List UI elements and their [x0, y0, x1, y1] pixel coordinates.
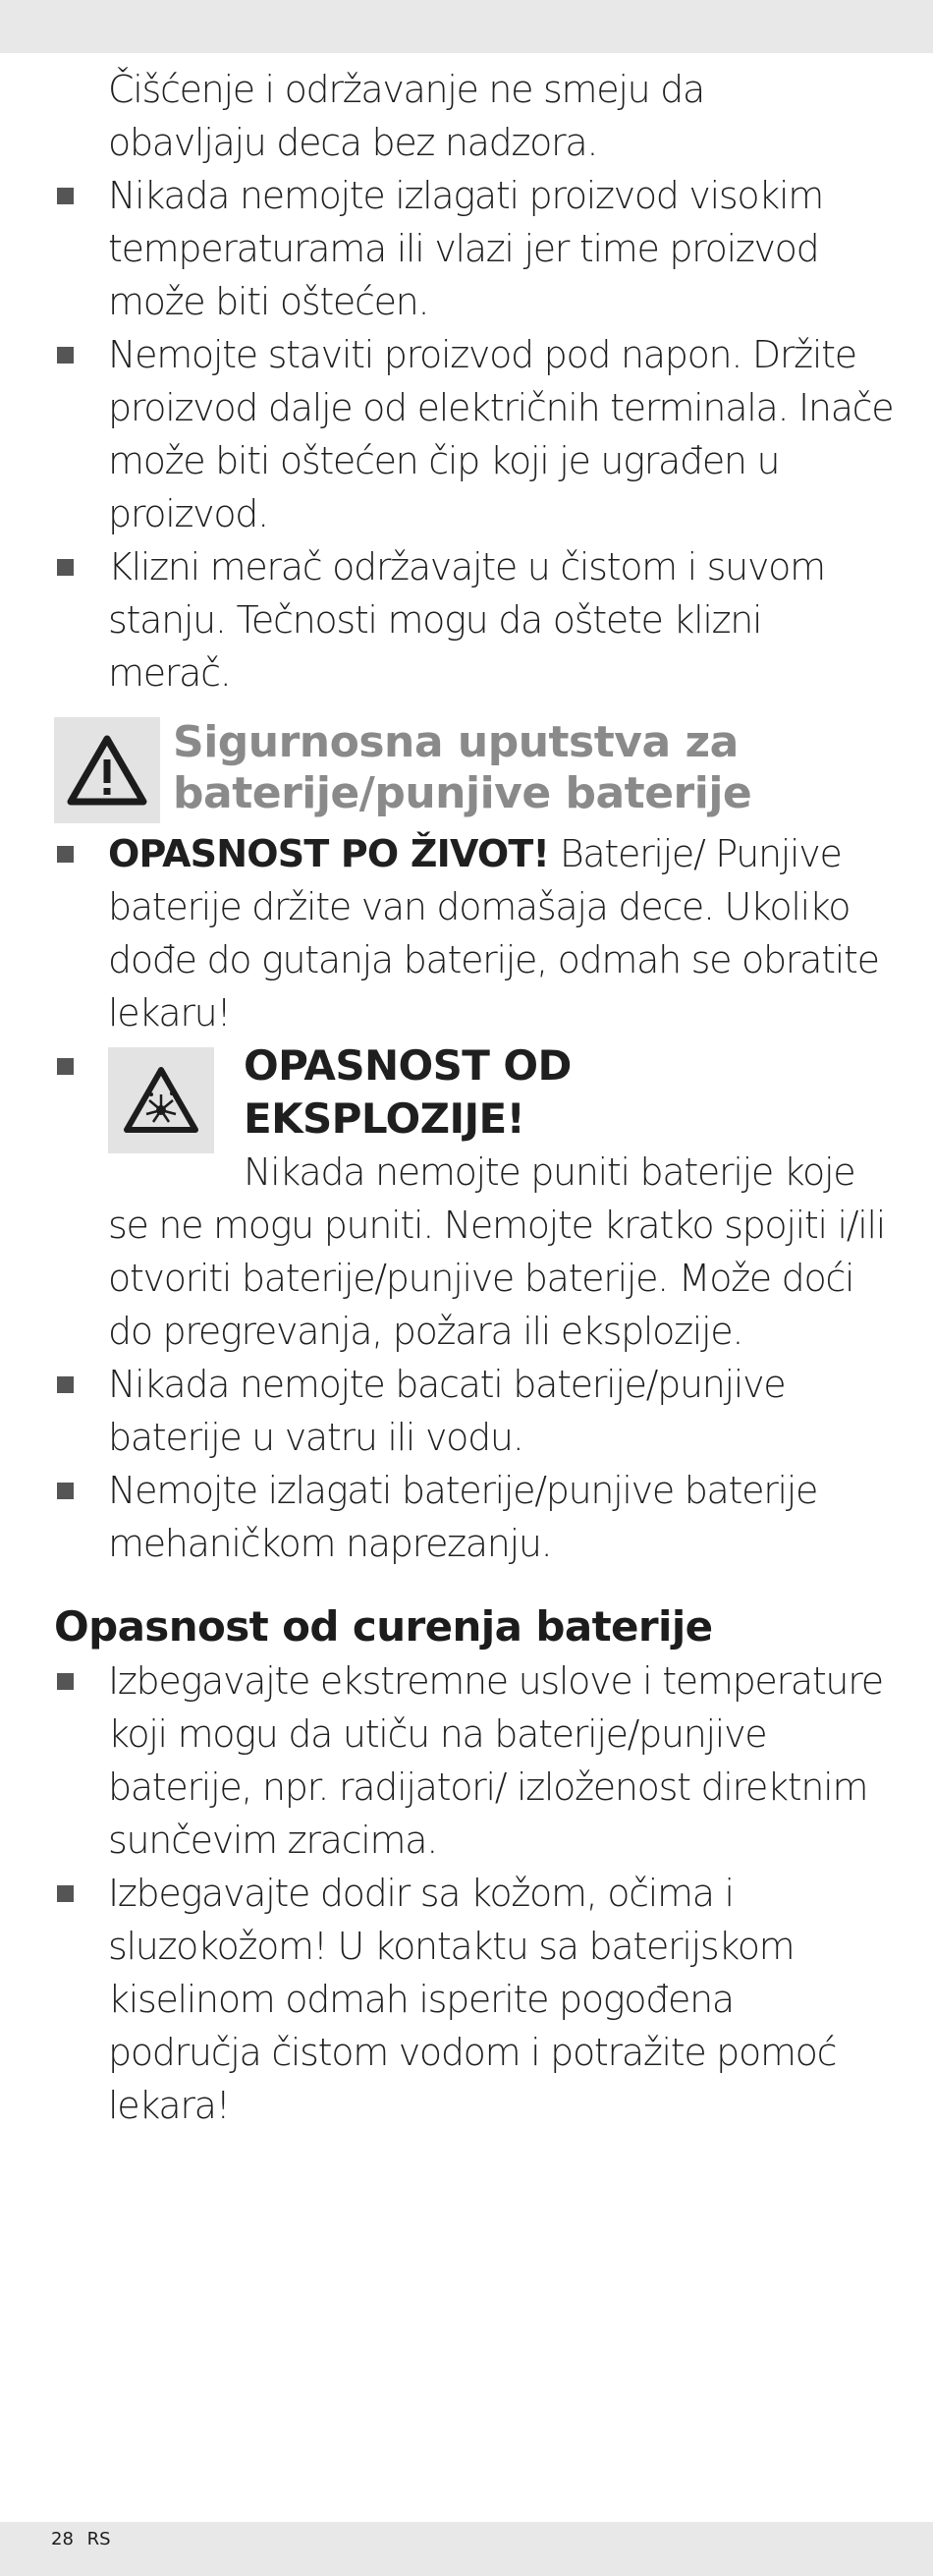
- list-item: [0, 1358, 933, 1464]
- danger-life-label: OPASNOST PO ŽIVOT!: [108, 832, 550, 875]
- list-item: [0, 1464, 933, 1570]
- battery-section-title-line-2: baterije/punjive baterije: [173, 768, 752, 818]
- intro-line-1: Čišćenje i održavanje ne smeju da: [108, 68, 704, 111]
- battery-section-title-line-1: Sigurnosna uputstva za: [173, 717, 739, 767]
- bullet-text: Klizni merač održavajte u čistom i suvom stanju. Tečnosti mogu da oštete klizni merač.: [108, 545, 825, 695]
- explosion-title-line-1: OPASNOST OD: [244, 1041, 572, 1090]
- bullet-text: Nikada nemojte bacati baterije/punjive baterije u vatru ili vodu.: [108, 1363, 786, 1459]
- bullet-text: Nemojte izlagati baterije/punjive baterije mehaničkom naprezanju.: [108, 1469, 818, 1565]
- bullet-square: [57, 846, 74, 863]
- bullet-square: [57, 1483, 74, 1499]
- list-item: [0, 540, 933, 700]
- explosion-text: [108, 1146, 894, 1358]
- top-bar: [0, 0, 933, 53]
- warning-triangle-icon: [54, 717, 160, 823]
- explosion-text-content: Nikada nemojte puniti baterije koje se ne mogu puniti. Nemojte kratko spojiti i/ili otvoriti baterije/punjive baterije. Može doći do pregrevanja, požara ili eksplozije.: [108, 1150, 886, 1353]
- list-item: [0, 1654, 933, 1867]
- bottom-bar: [0, 2522, 933, 2576]
- list-item: [0, 827, 933, 1039]
- page-number: 28: [51, 2529, 74, 2549]
- page-footer: [51, 2525, 111, 2554]
- list-item: [0, 169, 933, 328]
- battery-section-heading: [0, 717, 933, 827]
- bullet-square: [57, 559, 74, 576]
- intro-paragraph: [0, 63, 933, 169]
- bullet-text: Nemojte staviti proizvod pod napon. Držite proizvod dalje od električnih terminala. Inače može biti oštećen čip koji je ugrađen u proizvod.: [108, 333, 894, 535]
- bullet-square: [57, 1885, 74, 1902]
- intro-line-2: obavljaju deca bez nadzora.: [108, 121, 598, 164]
- list-item: [0, 328, 933, 540]
- explosion-warning-item: [0, 1039, 933, 1358]
- list-item: [0, 1867, 933, 2132]
- bullet-square: [57, 188, 74, 204]
- danger-life-text: Baterije/ Punjive baterije držite van domašaja dece. Ukoliko dođe do gutanja baterije, odmah se obratite lekaru!: [108, 832, 879, 1035]
- explosion-warning-icon: [108, 1047, 214, 1153]
- battery-section-title: [173, 717, 751, 819]
- bullet-square: [57, 1376, 74, 1393]
- language-code: RS: [86, 2529, 111, 2549]
- bullet-text: Izbegavajte dodir sa kožom, očima i sluzokožom! U kontaktu sa baterijskom kiselinom odmah isperite pogođena područja čistom vodom i potražite pomoć lekara!: [108, 1872, 837, 2127]
- bullet-text: Nikada nemojte izlagati proizvod visokim temperaturama ili vlazi jer time proizvod može biti oštećen.: [108, 174, 823, 323]
- bullet-text: Izbegavajte ekstremne uslove i temperature koji mogu da utiču na baterije/punjive baterije, npr. radijatori/ izloženost direktnim sunčevim zracima.: [108, 1659, 883, 1862]
- bullet-square: [57, 347, 74, 364]
- bullet-square: [57, 1673, 74, 1690]
- bullet-square: [57, 1058, 74, 1075]
- page-content: [0, 63, 933, 2132]
- explosion-title-line-2: EKSPLOZIJE!: [244, 1094, 525, 1143]
- leak-section-title: Opasnost od curenja baterije: [54, 1602, 713, 1651]
